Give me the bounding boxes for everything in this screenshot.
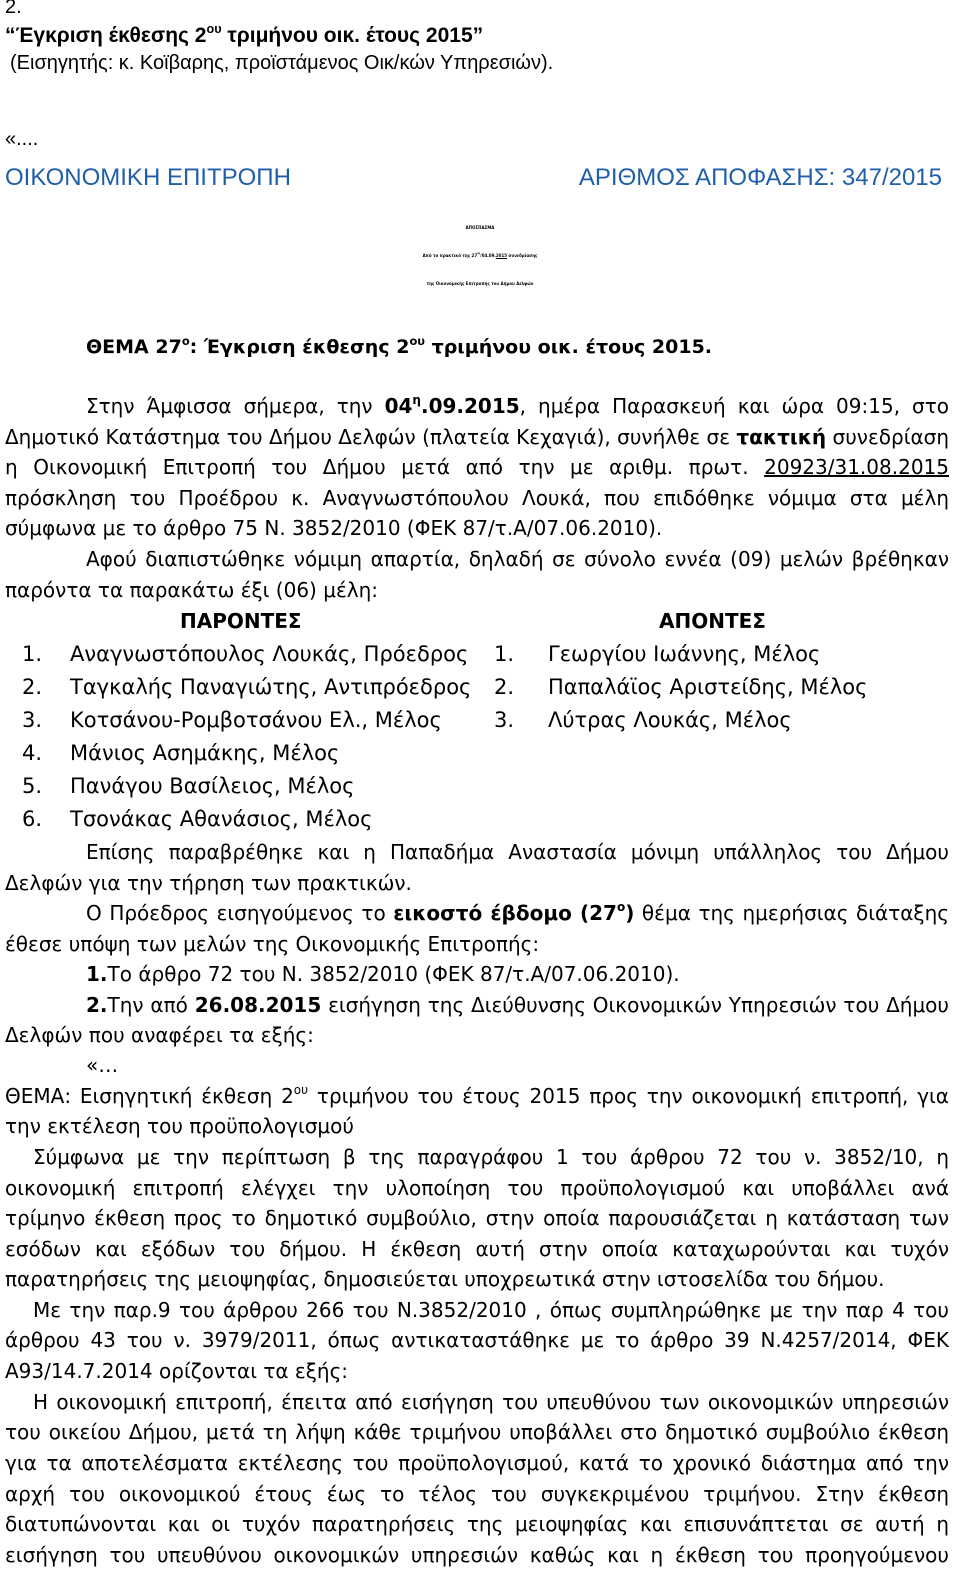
law-para-line-5: παρατηρήσεις της μειοψηφίας, δημοσιεύεται υποχρεωτικά στην ιστοσελίδα του δήμου. (5, 1267, 885, 1291)
intro-line-3: η Οικονομική Επιτροπή του Δήμου μετά από την με αριθμ. πρωτ. 20923/31.08.2015 (5, 455, 949, 479)
item-title: “Έγκριση έκθεσης $2^{o\upsilon}$ τριμήνου οικ. έτους 2015” (5, 21, 484, 47)
item-2-line-2: Δελφών που αναφέρει τα εξής: (5, 1023, 314, 1047)
law-para-line-2: οικονομική επιτροπή ελέγχει την υλοποίηση του προϋπολογισμού και υποβάλλει ανά (5, 1176, 949, 1200)
intro-line-4: πρόσκληση του Προέδρου κ. Αναγνωστόπουλου Λουκά, που επιδόθηκε νόμιμα στα μέλη (5, 486, 949, 510)
present-name: Τσονάκας Αθανάσιος, Μέλος (70, 807, 373, 831)
law-para-line-4: εσόδων και εξόδων του δήμου. Η έκθεση αυτή στην οποία καταχωρούνται και τυχόν (5, 1237, 949, 1261)
absent-name: Παπαλάϊος Αριστείδης, Μέλος (548, 675, 868, 699)
law-para-line-3: τρίμηνο έκθεση προς το δημοτικό συμβούλιο, στην οποία παρουσιάζεται η κατάσταση των (5, 1206, 949, 1230)
secretary-line-1: Επίσης παραβρέθηκε και η Παπαδήμα Αναστασία μόνιμη υπάλληλος του Δήμου (86, 840, 949, 864)
present-name: Πανάγου Βασίλειος, Μέλος (70, 774, 355, 798)
amend-para-line-2: άρθρου 43 του ν. 3979/2011, όπως αντικαταστάθηκε με το άρθρο 39 Ν.4257/2014, ΦΕΚ (5, 1328, 949, 1352)
theme-line-2: την εκτέλεση του προϋπολογισμού (5, 1114, 354, 1138)
present-name: Αναγνωστόπουλος Λουκάς, Πρόεδρος (70, 642, 469, 666)
intro-line-5: σύμφωνα με το άρθρο 75 Ν. 3852/2010 (ΦΕΚ 87/τ.Α/07.06.2010). (5, 516, 663, 540)
present-num: 5. (22, 774, 43, 798)
present-num: 6. (22, 807, 43, 831)
president-line-2: έθεσε υπόψη των μελών της Οικονομικής Επιτροπής: (5, 932, 540, 956)
extract-heading: ΑΠΟΣΠΑΣΜΑ (465, 225, 495, 230)
amend-para-line-3: Α93/14.7.2014 ορίζονται τα εξής: (5, 1359, 349, 1383)
absent-header: ΑΠΟΝΤΕΣ (659, 609, 766, 633)
item-1: 1.Το άρθρο 72 του Ν. 3852/2010 (ΦΕΚ 87/τ.Α/07.06.2010). (86, 962, 680, 986)
law-para-line-1: Σύμφωνα με την περίπτωση β της παραγράφου 1 του άρθρου 72 του ν. 3852/10, η (33, 1145, 949, 1169)
absent-num: 2. (494, 675, 515, 699)
absent-name: Γεωργίου Ιωάννης, Μέλος (548, 642, 821, 666)
secretary-line-2: Δελφών για την τήρηση των πρακτικών. (5, 871, 412, 895)
present-num: 1. (22, 642, 43, 666)
report-para-line-2: του οικείου Δήμου, μετά τη λήψη κάθε τριμήνου υποβάλλει στο δημοτικό συμβούλιο έκθεση (5, 1420, 949, 1444)
quote-open: «.... (5, 128, 39, 150)
committee-line: της Οικονομικής Επιτροπής του Δήμου Δελφών (426, 281, 534, 286)
subject-line: ΘΕΜΑ $27^o$: Έγκριση έκθεσης $2^{o\upsilon}$ τριμήνου οικ. έτους 2015. (86, 333, 713, 358)
item-2-line-1: 2.Την από 26.08.2015 εισήγηση της Διεύθυνσης Οικονομικών Υπηρεσιών του Δήμου (86, 993, 949, 1017)
item-number: 2. (5, 0, 22, 18)
present-name: Κοτσάνου-Ρομβοτσάνου Ελ., Μέλος (70, 708, 442, 732)
present-num: 2. (22, 675, 43, 699)
amend-para-line-1: Με την παρ.9 του άρθρου 266 του Ν.3852/2010 , όπως συμπληρώθηκε με την παρ 4 του (33, 1298, 949, 1322)
report-para-line-4: αρχή του οικονομικού έτους έως το τέλος του συγκεκριμένου τριμήνου. Στην έκθεση (5, 1482, 949, 1506)
committee-title: ΟΙΚΟΝΟΜΙΚΗ ΕΠΙΤΡΟΠΗ (5, 164, 291, 191)
present-name: Ταγκαλής Παναγιώτης, Αντιπρόεδρος (70, 675, 472, 699)
present-header: ΠΑΡΟΝΤΕΣ (180, 609, 302, 633)
report-para-line-5: διατυπώνονται και οι τυχόν παρατηρήσεις της μειοψηφίας και επισυνάπτεται σε αυτή η (5, 1512, 949, 1536)
absent-num: 3. (494, 708, 515, 732)
rapporteur-note: (Εισηγητής: κ. Κοϊβαρης, προϊστάμενος Οικ/κών Υπηρεσιών). (10, 52, 554, 74)
present-num: 3. (22, 708, 43, 732)
present-num: 4. (22, 741, 43, 765)
minutes-line: Από το πρακτικό της $27^{\eta\varsigma}/04.09.2015$ συνεδρίασης (422, 252, 538, 258)
absent-num: 1. (494, 642, 515, 666)
decision-number: ΑΡΙΘΜΟΣ ΑΠΟΦΑΣΗΣ: 347/2015 (578, 164, 942, 191)
absent-name: Λύτρας Λουκάς, Μέλος (548, 708, 792, 732)
theme-line-1: ΘΕΜΑ: Εισηγητική έκθεση $2^{o\upsilon}$ τριμήνου του έτους 2015 προς την οικονομική επιτροπή, για (5, 1083, 949, 1108)
quote-open-2: «… (86, 1053, 119, 1077)
report-para-line-3: για τα αποτελέσματα εκτέλεσης του προϋπολογισμού, κατά το χρονικό διάστημα από την (5, 1451, 949, 1475)
intro-line-6: Αφού διαπιστώθηκε νόμιμη απαρτία, δηλαδή σε σύνολο εννέα (09) μελών βρέθηκαν (86, 547, 949, 571)
report-para-line-1: Η οικονομική επιτροπή, έπειτα από εισήγηση του υπευθύνου των οικονομικών υπηρεσιών (33, 1390, 949, 1414)
report-para-line-6: εισήγηση του υπευθύνου οικονομικών υπηρεσιών καθώς και η έκθεση του προηγούμενου (5, 1543, 949, 1567)
intro-line-2: Δημοτικό Κατάστημα του Δήμου Δελφών (πλατεία Κεχαγιά), συνήλθε σε τακτική συνεδρίαση (5, 425, 949, 449)
president-line-1: Ο Πρόεδρος εισηγούμενος το εικοστό έβδομο $(27^o)$ θέμα της ημερήσιας διάταξης (86, 900, 949, 925)
intro-line-7: παρόντα τα παρακάτω έξι (06) μέλη: (5, 578, 378, 602)
intro-line-1: Στην Άμφισσα σήμερα, την $04^\eta.09.2015$, ημέρα Παρασκευή και ώρα 09:15, στο (86, 393, 949, 418)
present-name: Μάνιος Ασημάκης, Μέλος (70, 741, 340, 765)
